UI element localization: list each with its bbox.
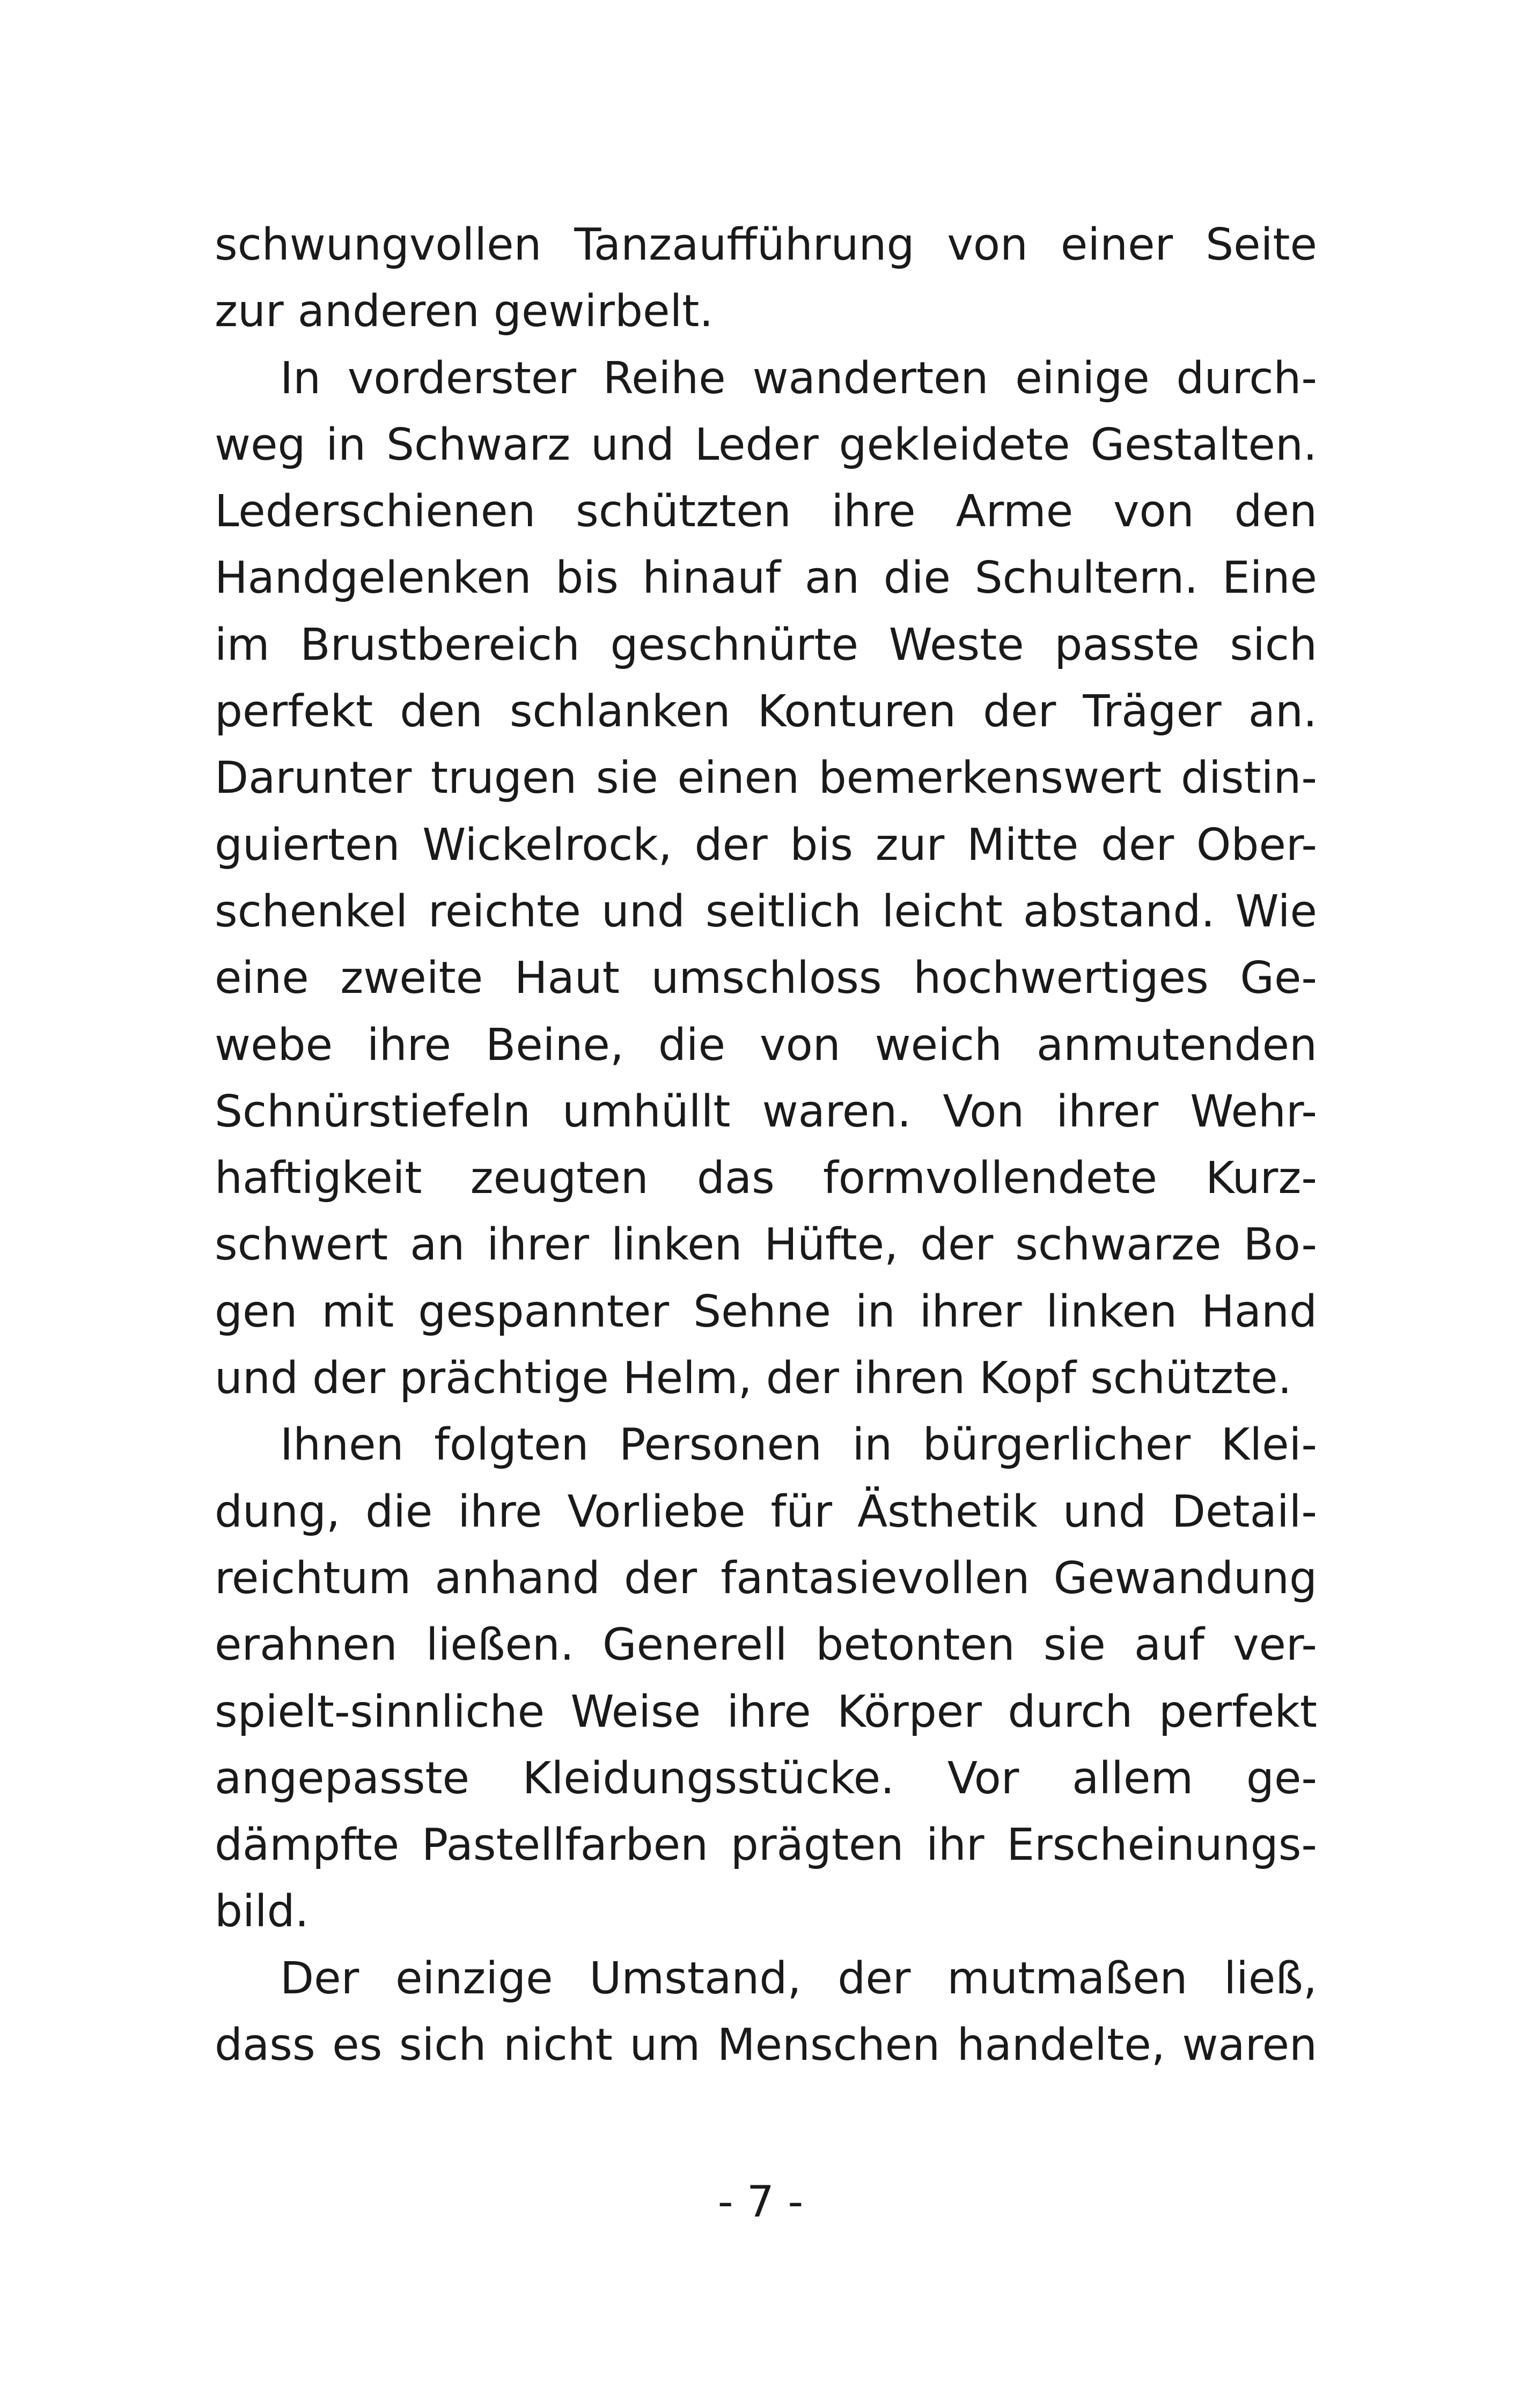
text-line: und der prächtige Helm, der ihren Kopf schützte. [215, 1353, 1292, 1404]
text-line: haftigkeit zeugten das formvollendete Kurz- [215, 1153, 1317, 1204]
text-line: perfekt den schlanken Konturen der Träger an. [215, 686, 1317, 738]
text-line: spielt-sinnliche Weise ihre Körper durch perfekt [215, 1686, 1317, 1737]
text-line: dung, die ihre Vorliebe für Ästhetik und Detail- [215, 1486, 1317, 1537]
text-line: Handgelenken bis hinauf an die Schultern. Eine [215, 553, 1317, 604]
text-line: Darunter trugen sie einen bemerkenswert distin- [215, 753, 1317, 804]
text-line: Schnürstiefeln umhüllt waren. Von ihrer Wehr- [215, 1086, 1317, 1137]
text-line: angepasste Kleidungsstücke. Vor allem ge- [215, 1752, 1317, 1804]
text-line: gen mit gespannter Sehne in ihrer linken Hand [215, 1286, 1317, 1337]
text-line: dämpfte Pastellfarben prägten ihr Erscheinungs- [215, 1820, 1317, 1871]
text-line: bild. [215, 1886, 309, 1938]
text-line: schenkel reichte und seitlich leicht abstand. Wie [215, 886, 1317, 937]
text-line: Lederschienen schützten ihre Arme von den [215, 486, 1317, 537]
text-line: dass es sich nicht um Menschen handelte, waren [215, 2020, 1317, 2071]
body-text [215, 212, 1317, 2079]
text-line: webe ihre Beine, die von weich anmutenden [215, 1019, 1317, 1071]
page-number: - 7 - [717, 2177, 804, 2227]
text-line: erahnen ließen. Generell betonten sie auf ver- [215, 1619, 1317, 1671]
text-line: weg in Schwarz und Leder gekleidete Gestalten. [215, 419, 1317, 470]
text-line: im Brustbereich geschnürte Weste passte sich [215, 619, 1317, 671]
text-line: In vorderster Reihe wanderten einige durch- [280, 352, 1317, 404]
text-line: zur anderen gewirbelt. [215, 286, 714, 337]
text-line: schwungvollen Tanzaufführung von einer Seite [215, 219, 1317, 270]
text-line: schwert an ihrer linken Hüfte, der schwarze Bo- [215, 1219, 1317, 1271]
text-line: Der einzige Umstand, der mutmaßen ließ, [280, 1953, 1317, 2004]
text-line: guierten Wickelrock, der bis zur Mitte der Ober- [215, 819, 1317, 871]
text-line: eine zweite Haut umschloss hochwertiges Ge- [215, 953, 1317, 1004]
text-line: Ihnen folgten Personen in bürgerlicher Klei- [280, 1419, 1317, 1471]
text-line: reichtum anhand der fantasievollen Gewandung [215, 1552, 1317, 1604]
